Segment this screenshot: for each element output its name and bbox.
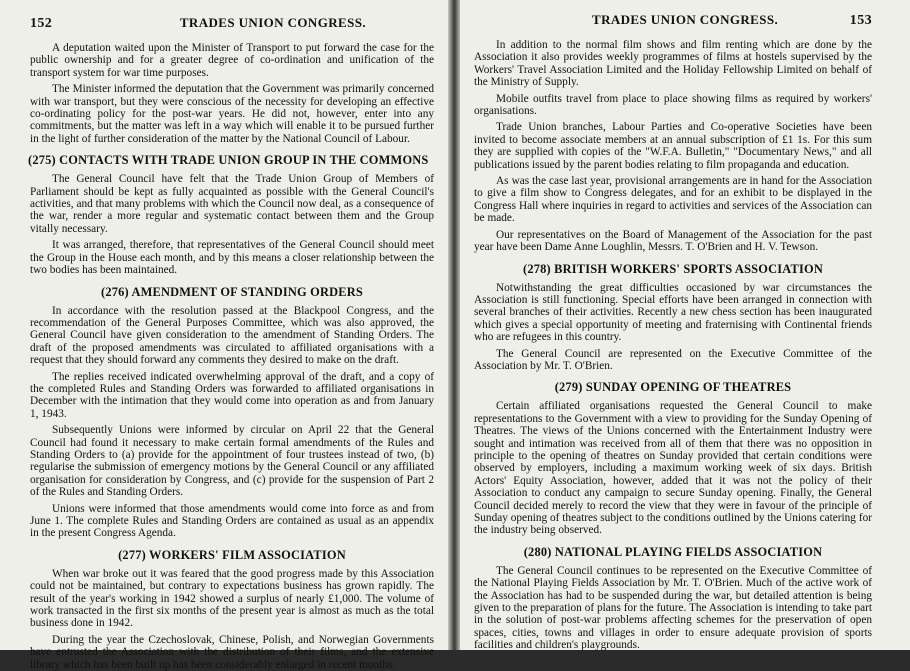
paragraph: In accordance with the resolution passed at the Blackpool Congress, and the recommendation of the General Purposes Committee, which was also approved, the General Council have given consideration to the amendment of Standing Orders. The draft of the proposed amendments was circulated to affiliated organisations with a request that they should forward any comments they desired to make on the draft. <box>30 304 434 367</box>
paragraph: The General Council continues to be represented on the Executive Committee of the National Playing Fields Association by Mr. T. O'Brien. Much of the active work of the Association has had to be suspended during the war, but detailed attention is being given to the preparation of plans for the future. The Association is intending to take part in the solution of post-war problems affecting schemes for the preservation of open spaces, cities, towns and villages in order to ensure adequate provision of sports facilities and children's playgrounds. <box>474 564 872 652</box>
paragraph: Subsequently Unions were informed by circular on April 22 that the General Council had found it necessary to make certain formal amendments of the Rules and Standing Orders to (a) provide for the appointment of four trustees instead of two, (b) regularise the submission of emergency motions by the General Council or any affiliated organisation for consideration by Congress, and (c) provide for the suspension of Part 2 of the Rules and Standing Orders. <box>30 424 434 499</box>
running-head-title-left: TRADES UNION CONGRESS. <box>179 15 366 30</box>
running-head-left <box>30 15 434 32</box>
section-heading-277: (277) WORKERS' FILM ASSOCIATION <box>118 547 346 562</box>
paragraph: Unions were informed that those amendments would come into force as and from June 1. The complete Rules and Standing Orders are contained as usual as an appendix in the present Congress Agenda. <box>30 502 434 540</box>
paragraph: In addition to the normal film shows and film renting which are done by the Association it also provides weekly programmes of films at hostels supervised by the Workers' Travel Association Limited and the Holiday Fellowship Limited on behalf of the Ministry of Supply. <box>474 39 872 89</box>
paragraph: Trade Union branches, Labour Parties and Co-operative Societies have been invited to become associate members at an annual subscription of £1 1s. For this sum they are supplied with copies of the "W.F.A. Bulletin," "Documentary News," and all publications issued by the parent bodies relating to film propaganda and education. <box>474 121 872 171</box>
section-heading-280: (280) NATIONAL PLAYING FIELDS ASSOCIATION <box>523 544 823 559</box>
paragraph: A deputation waited upon the Minister of Transport to put forward the case for the public ownership and for a greater degree of co-ordination and unification of the transport system for war time purposes. <box>30 42 434 79</box>
paragraph: Mobile outfits travel from place to place showing films as required by workers' organisations. <box>474 92 872 118</box>
section-heading-279: (279) SUNDAY OPENING OF THEATRES <box>554 380 792 395</box>
paragraph: Notwithstanding the great difficulties occasioned by war circumstances the Association is still functioning. Special efforts have been arranged in connection with several branches of their activities. Recently a new chess section has been inaugurated which gives a special opportunity of meeting and fraternising with Continental friends who are refugees in this country. <box>474 281 872 344</box>
paragraph: As was the case last year, provisional arrangements are in hand for the Association to give a film show to Congress delegates, and for an exhibit to be displayed in the Congress Hall where inquiries in regard to activities and services of the Association can be made. <box>474 175 872 225</box>
paragraph: The General Council have felt that the Trade Union Group of Members of Parliament should be kept as fully acquainted as possible with the General Council's activities, and that many problems with which the Council now deal, as a consequence of the war, render a more regular and systematic contact between them and the Group vitally necessary. <box>30 173 434 235</box>
paragraph: The General Council are represented on the Executive Committee of the Association by Mr. T. O'Brien. <box>474 347 872 372</box>
paragraph: It was arranged, therefore, that representatives of the General Council should meet the Group in the House each month, and by this means a closer relationship between the two bodies has been maintained. <box>30 239 434 277</box>
section-heading-276: (276) AMENDMENT OF STANDING ORDERS <box>101 284 363 299</box>
page-number-left: 152 <box>30 16 53 31</box>
paragraph: Our representatives on the Board of Management of the Association for the past year have been Dame Anne Loughlin, Messrs. T. O'Brien and H. V. Tewson. <box>474 228 872 254</box>
left-page <box>0 0 448 671</box>
section-heading-278: (278) BRITISH WORKERS' SPORTS ASSOCIATION <box>523 261 823 276</box>
paragraph: During the year the Czechoslovak, Chinese, Polish, and Norwegian Governments have entrusted the Association with the distribution of their films, and the extensive library which has been built up has been considerably enlarged in recent months. <box>30 633 434 671</box>
paragraph: The replies received indicated overwhelming approval of the draft, and a copy of the completed Rules and Standing Orders was forwarded to affiliated organisations in December with the intimation that they would come into operation as and from January 1, 1943. <box>30 370 434 420</box>
right-page <box>460 0 910 650</box>
paragraph: When war broke out it was feared that the good progress made by this Association could not be maintained, but contrary to expectations business has grown rapidly. The result of the year's working in 1942 showed a surplus of nearly £1,000. The volume of work transacted in the first six months of the present year is almost as much as the total business done in 1942. <box>30 567 434 630</box>
section-heading-275: (275) CONTACTS WITH TRADE UNION GROUP IN THE COMMONS <box>28 153 429 168</box>
running-head-right <box>474 12 872 29</box>
running-head-title-right: TRADES UNION CONGRESS. <box>592 12 779 27</box>
book-gutter <box>448 0 460 650</box>
paragraph: The Minister informed the deputation that the Government was primarily concerned with war transport, but they were conscious of the necessity for developing an effective co-ordinating policy for the post-war years. He did not, however, enter into any commitments, but the matter was left in a way which will enable it to be pursued further in the light of further consideration of the matter by the National Council of Labour. <box>30 83 434 145</box>
paragraph: Certain affiliated organisations requested the General Council to make representations to the Government with a view to providing for the Sunday Opening of Theatres. The views of the Unions concerned with the Entertainment Industry were sought and intimation was received from all of them that there was no opposition in principle to the opening of theatres on Sunday provided that certain conditions were observed by employers, including a maximum working week of six days. British Actors' Equity Association, however, added that it was not the policy of their Association to conduct any campaign to secure Sunday opening. Finally, the General Council decided merely to record the view that they were in favour of the principle of Sunday opening of theatres subject to the conditions outlined by the Unions catering for the industry being observed. <box>474 400 872 537</box>
page-number-right: 153 <box>849 13 872 28</box>
